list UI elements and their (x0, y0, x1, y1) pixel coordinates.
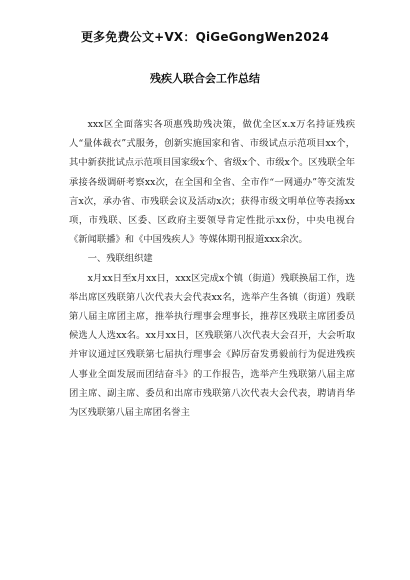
paragraph-summary: xxx区全面落实各项惠残助残决策，做优全区x.x万名持证残疾人“量体裁衣”式服务，创新实施国家和省、市级试点示范项目xx个，其中新获批试点示范项目国家级x个、省级x个、市级x个。区残联全年承接各级调研考察xx次，在全国和全省、全市作“一网通办”等交流发言x次，承办省、市残联会议及活动x次；获得市级文明单位等表扬xx项，市残联、区委、区政府主要领导肯定性批示xx份，中央电视台《新闻联播》和《中国残疾人》等媒体期刊报道xxx余次。 (69, 119, 355, 246)
paragraph-organization: x月xx日至x月xx日，xxx区完成x个镇（街道）残联换届工作，选举出席区残联第八次代表大会代表xx名，选举产生各镇（街道）残联第八届主席团主席，推举执行理事会理事长，推荐区残联主席团委员候选人人选xx名。xx月xx日，区残联第八次代表大会召开，大会听取并审议通过区残联第七届执行理事会《踔厉奋发勇毅前行为促进残疾人事业全面发展而团结奋斗》的工作报告，选举产生残联第八届主席团主席、副主席、委员和出席市残联第八次代表大会代表，聘请肖华为区残联第八届主席团名誉主 (69, 272, 355, 419)
document-body (69, 115, 355, 422)
document-title: 残疾人联合会工作总结 (150, 72, 260, 85)
section-heading-organization: 一、残联组织建 (87, 253, 153, 265)
header-banner: 更多免费公文+VX：QiGeGongWen2024 (80, 30, 329, 44)
